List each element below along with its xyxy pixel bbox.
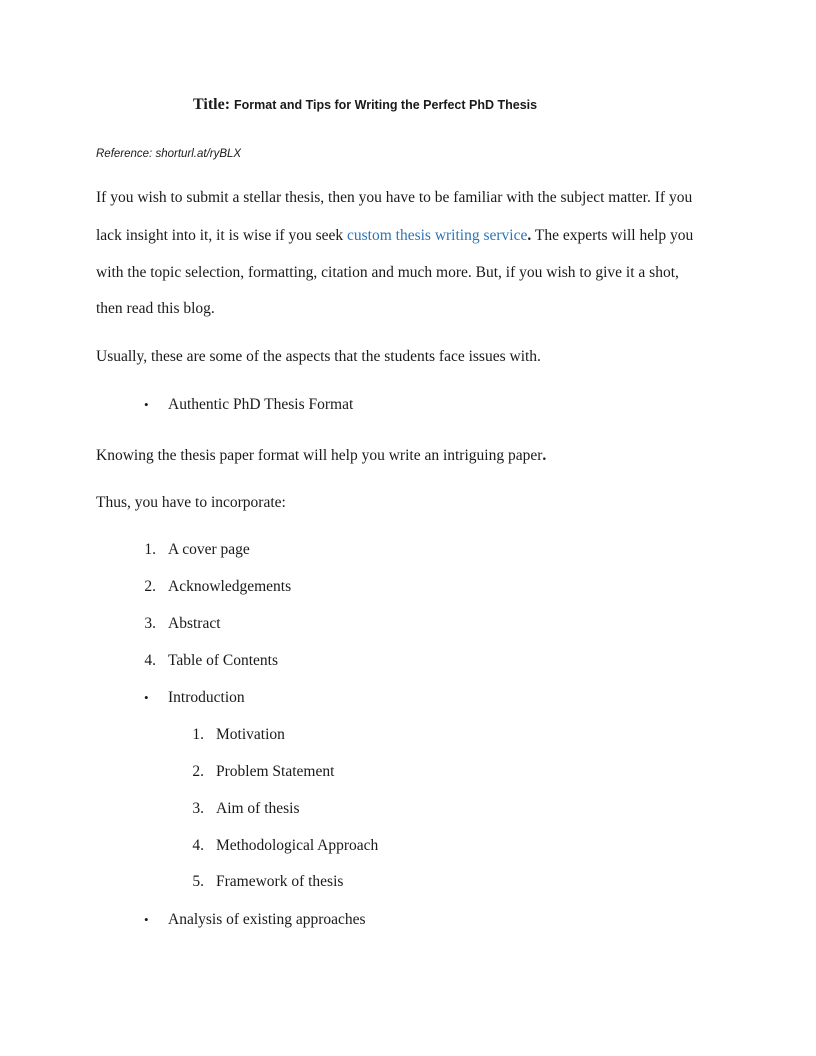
intro-line-2-rest: The experts will help you <box>531 227 694 244</box>
sublist-number: 3. <box>192 800 204 817</box>
list-number: 2. <box>144 578 156 595</box>
bullet-icon: • <box>144 912 149 927</box>
list-number: 3. <box>144 615 156 632</box>
title-label: Title: <box>193 96 231 113</box>
list-item-table-of-contents: Table of Contents <box>168 652 278 669</box>
sublist-item-framework-of-thesis: Framework of thesis <box>216 873 344 890</box>
intro-line-3: with the topic selection, formatting, citation and much more. But, if you wish to give it a shot, <box>96 264 679 281</box>
sublist-item-methodological-approach: Methodological Approach <box>216 837 379 854</box>
list-number: 1. <box>144 541 156 558</box>
intro-line-1: If you wish to submit a stellar thesis, then you have to be familiar with the subject matter. If you <box>96 189 693 206</box>
sublist-item-aim-of-thesis: Aim of thesis <box>216 800 300 817</box>
sublist-number: 4. <box>192 837 204 854</box>
list-item-acknowledgements: Acknowledgements <box>168 578 292 595</box>
intro-line-2 <box>96 226 693 246</box>
knowing-text: Knowing the thesis paper format will help you write an intriguing paper <box>96 447 543 464</box>
knowing-paragraph <box>96 446 546 466</box>
intro-line-2-text: lack insight into it, it is wise if you seek <box>96 227 347 244</box>
sublist-number: 2. <box>192 763 204 780</box>
intro-bold-period: . <box>527 227 532 244</box>
bullet-icon: • <box>144 397 149 412</box>
document-title <box>193 95 537 115</box>
bullet-introduction: Introduction <box>168 689 245 706</box>
list-number: 4. <box>144 652 156 669</box>
title-text: Format and Tips for Writing the Perfect PhD Thesis <box>234 98 538 112</box>
usually-paragraph: Usually, these are some of the aspects that the students face issues with. <box>96 348 541 365</box>
knowing-bold-period: . <box>542 447 547 464</box>
list-item-cover-page: A cover page <box>168 541 250 558</box>
sublist-item-problem-statement: Problem Statement <box>216 763 335 780</box>
sublist-number: 1. <box>192 726 204 743</box>
bullet-thesis-format: Authentic PhD Thesis Format <box>168 396 354 413</box>
bullet-icon: • <box>144 690 149 705</box>
reference-line: Reference: shorturl.at/ryBLX <box>96 148 242 160</box>
sublist-item-motivation: Motivation <box>216 726 285 743</box>
intro-line-4: then read this blog. <box>96 300 215 317</box>
custom-thesis-service-link[interactable]: custom thesis writing service <box>347 227 528 244</box>
sublist-number: 5. <box>192 873 204 890</box>
list-item-abstract: Abstract <box>168 615 221 632</box>
bullet-analysis-existing-approaches: Analysis of existing approaches <box>168 911 366 928</box>
thus-paragraph: Thus, you have to incorporate: <box>96 494 286 511</box>
